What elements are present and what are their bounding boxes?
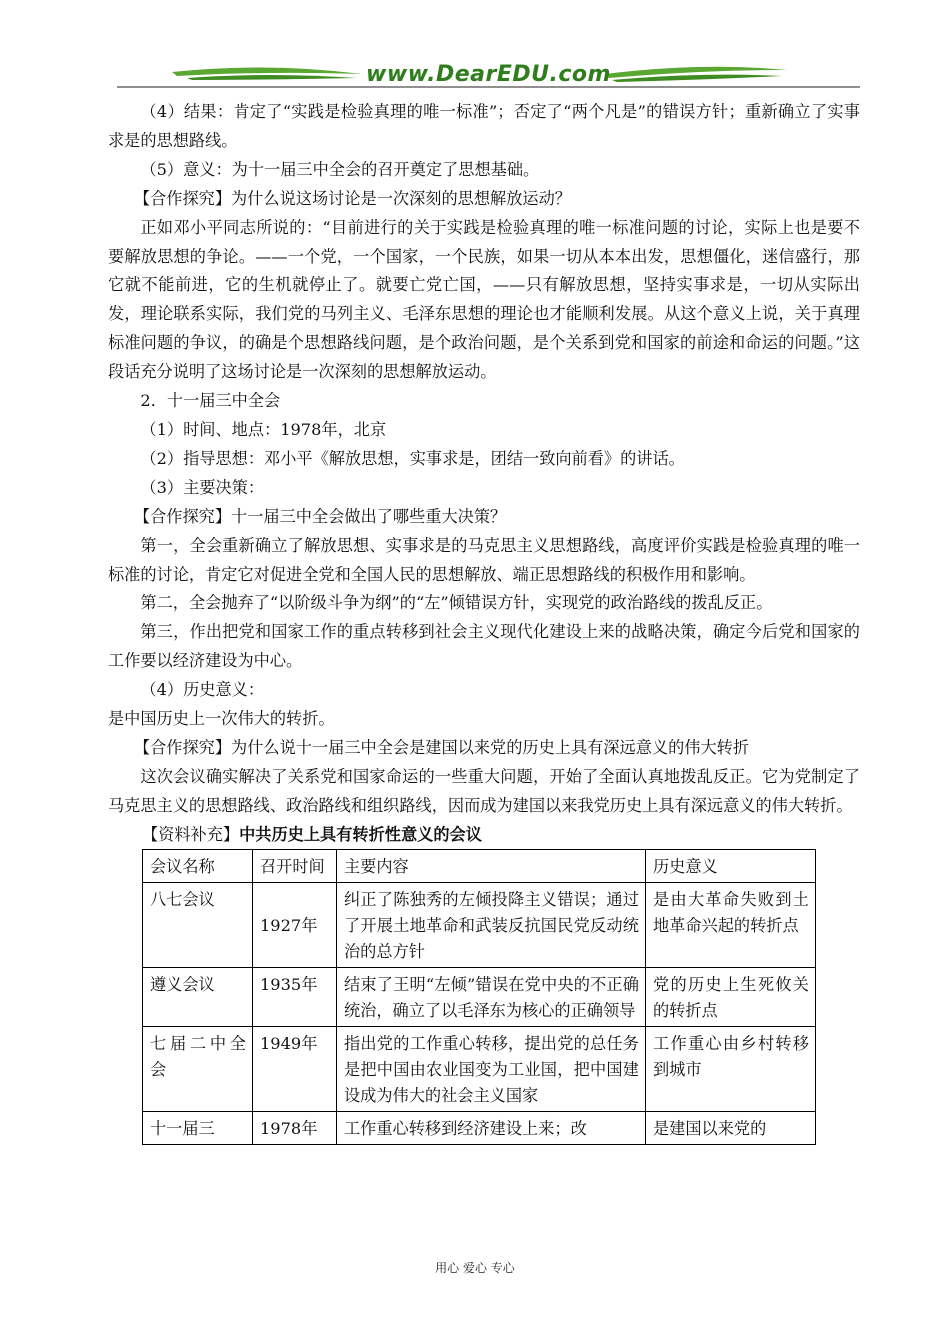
table-cell: 1935年 — [253, 967, 337, 1026]
table-cell: 党的历史上生死攸关的转折点 — [646, 967, 816, 1026]
table-cell: 工作重心转移到经济建设上来；改 — [337, 1111, 646, 1144]
table-cell: 1949年 — [253, 1026, 337, 1111]
table-header-cell: 主要内容 — [337, 849, 646, 882]
table-cell: 结束了王明“左倾”错误在党中央的不正确统治，确立了以毛泽东为核心的正确领导 — [337, 967, 646, 1026]
page-header — [117, 58, 860, 92]
paragraph-explore-1: 【合作探究】为什么说这场讨论是一次深刻的思想解放运动？ — [133, 188, 571, 208]
paragraph-conclusion: 这次会议确实解决了关系党和国家命运的一些重大问题，开始了全面认真地拨乱反正。它为党制定了马克思主义的思想路线、政治路线和组织路线，因而成为建国以来我党历史上具有深远意义的伟大转折。 — [108, 766, 860, 815]
table-cell: 七届二中全会 — [143, 1026, 253, 1111]
paragraph-result: （4）结果：肯定了“实践是检验真理的唯一标准”；否定了“两个凡是”的错误方针；重新确立了实事求是的思想路线。 — [108, 102, 860, 150]
table-row — [143, 967, 816, 1026]
section-heading-plenum: 2．十一届三中全会 — [140, 391, 281, 411]
paragraph-explore-2: 【合作探究】十一届三中全会做出了哪些重大决策？ — [133, 506, 507, 526]
table-cell: 工作重心由乡村转移到城市 — [646, 1026, 816, 1111]
table-cell: 指出党的工作重心转移，提出党的总任务是把中国由农业国变为工业国，把中国建设成为伟大的社会主义国家 — [337, 1026, 646, 1111]
table-row — [143, 882, 816, 967]
table-cell: 是建国以来党的 — [646, 1111, 816, 1144]
table-header-cell: 会议名称 — [143, 849, 253, 882]
paragraph-guiding-thought: （2）指导思想：邓小平《解放思想，实事求是，团结一致向前看》的讲话。 — [140, 448, 685, 468]
paragraph-third: 第三，作出把党和国家工作的重点转移到社会主义现代化建设上来的战略决策，确定今后党和国家的工作要以经济建设为中心。 — [108, 622, 860, 671]
table-cell: 八七会议 — [143, 882, 253, 967]
table-caption-title: 中共历史上具有转折性意义的会议 — [239, 824, 482, 844]
table-cell: 十一届三 — [143, 1111, 253, 1144]
paragraph-time-place: （1）时间、地点：1978年，北京 — [140, 419, 387, 439]
table-header-row — [143, 849, 816, 882]
paragraph-main-decisions: （3）主要决策： — [140, 477, 265, 497]
table-cell: 1978年 — [253, 1111, 337, 1144]
paragraph-significance: （5）意义：为十一届三中全会的召开奠定了思想基础。 — [140, 159, 540, 179]
paragraph-explore-3: 【合作探究】为什么说十一届三中全会是建国以来党的历史上具有深远意义的伟大转折 — [133, 737, 750, 757]
table-caption-prefix: 【资料补充】 — [142, 824, 240, 844]
table-cell: 遵义会议 — [143, 967, 253, 1026]
table-cell: 纠正了陈独秀的左倾投降主义错误；通过了开展土地革命和武装反抗国民党反动统治的总方针 — [337, 882, 646, 967]
table-header-cell: 历史意义 — [646, 849, 816, 882]
paragraph-historical-significance: （4）历史意义： — [140, 680, 265, 700]
table-cell: 是由大革命失败到土地革命兴起的转折点 — [646, 882, 816, 967]
table-caption — [108, 821, 860, 849]
document-body — [108, 98, 860, 1145]
meetings-table — [142, 849, 816, 1145]
page-footer: 用心 爱心 专心 — [435, 1261, 515, 1275]
table-row — [143, 1111, 816, 1144]
table-row — [143, 1026, 816, 1111]
paragraph-deng-quote: 正如邓小平同志所说的：“目前进行的关于实践是检验真理的唯一标准问题的讨论，实际上也是要不要解放思想的争论。——一个党，一个国家，一个民族，如果一切从本本出发，思想僵化，迷信盛行，那它就不能前进，它的生机就停止了。就要亡党亡国，——只有解放思想，坚持实事求是，一切从实际出发，理论联系实际，我们党的马列主义、毛泽东思想的理论也才能顺利发展。从这个意义上说，关于真理标准问题的争议，的确是个思想路线问题，是个政治问题，是个关系到党和国家的前途和命运的问题。”这段话充分说明了这场讨论是一次深刻的思想解放运动。 — [108, 217, 860, 382]
paragraph-second: 第二，全会抛弃了“以阶级斗争为纲”的“左”倾错误方针，实现党的政治路线的拨乱反正。 — [140, 593, 773, 613]
paragraph-great-turning: 是中国历史上一次伟大的转折。 — [108, 709, 335, 729]
paragraph-first: 第一，全会重新确立了解放思想、实事求是的马克思主义思想路线，高度评价实践是检验真理的唯一标准的讨论，肯定它对促进全党和全国人民的思想解放、端正思想路线的积极作用和影响。 — [108, 535, 860, 584]
table-header-cell: 召开时间 — [253, 849, 337, 882]
site-logo-text: www.DearEDU.com — [366, 62, 611, 87]
table-cell: 1927年 — [253, 882, 337, 967]
